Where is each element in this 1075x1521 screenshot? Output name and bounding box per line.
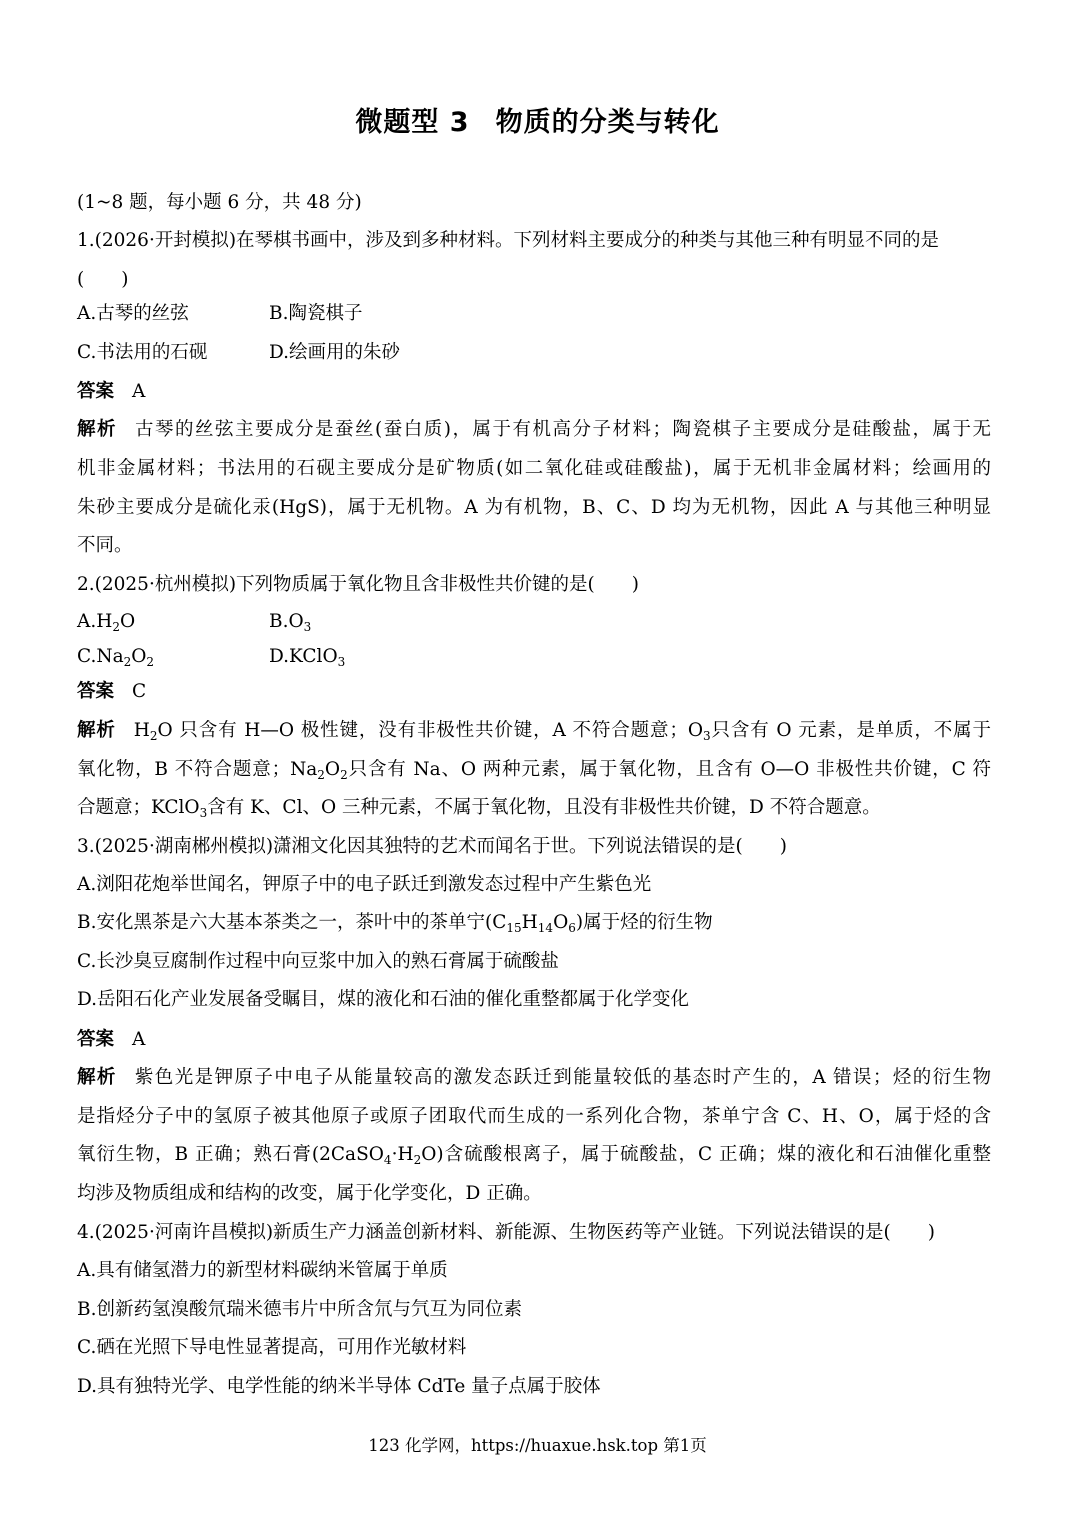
q2-option-c: $C.Na_2O_2$ [77,646,155,669]
q3-option-c: C.长沙臭豆腐制作过程中向豆浆中加入的熟石膏属于硫酸盐 [77,951,559,972]
q1-analysis-line-4: 不同。 [77,535,133,556]
q4-option-b: B.创新药氢溴酸氘瑞米德韦片中所含氘与氕互为同位素 [77,1299,522,1320]
analysis-text: 古琴的丝弦主要成分是蚕丝(蚕白质)，属于有机高分子材料；陶瓷棋子主要成分是硅酸盐，属于无 [135,419,991,440]
q2-option-d: D.KClO$_3$ [269,646,346,669]
q3-analysis-line-4: 均涉及物质组成和结构的改变，属于化学变化，D 正确。 [77,1183,542,1204]
q3-stem: 3.(2025·湖南郴州模拟)潇湘文化因其独特的艺术而闻名于世。下列说法错误的是( ) [77,836,787,857]
q2-option-a: $A.H_2O$ [77,611,136,634]
q2-answer [77,680,146,704]
q2-analysis-line-3: 合题意；KClO$_3$含有 K、Cl、O 三种元素，不属于氧化物，且没有非极性共价键，D 不符合题意。 [77,797,881,820]
q2-analysis-line-1: 解析 $H_2O$ 只含有 H—O 极性键，没有非极性共价键，A 不符合题意；$O_3$只含有 O 元素，是单质，不属于 [77,720,991,743]
q1-analysis-line-3: 朱砂主要成分是硫化汞(HgS)，属于无机物。A 为有机物，B、C、D 均为无机物，因此 A 与其他三种明显 [77,497,991,518]
analysis-text: 紫色光是钾原子中电子从能量较高的激发态跃迁到能量较低的基态时产生的，A 错误；烃的衍生物 [134,1067,991,1088]
q2-analysis-line-2: 氧化物，B 不符合题意；$Na_2O_2$只含有 Na、O 两种元素，属于氧化物，且含有 O—O 非极性共价键，C 符 [77,759,991,782]
answer-label: 答案 [77,381,115,402]
analysis-label: 解析 [77,720,116,741]
q4-option-c: C.硒在光照下导电性显著提高，可用作光敏材料 [77,1337,467,1358]
answer-value: A [132,1029,146,1050]
q1-analysis-line-1 [77,418,991,442]
q3-analysis-line-2: 是指烃分子中的氢原子被其他原子或原子团取代而生成的一系列化合物，茶单宁含 C、H、O，属于烃的含 [77,1106,991,1127]
q1-option-a: A.古琴的丝弦 [77,303,189,324]
title-number: 微题型 3 [355,107,470,138]
analysis-label: 解析 [77,419,118,440]
q3-option-a: A.浏阳花炮举世闻名，钾原子中的电子跃迁到激发态过程中产生紫色光 [77,874,652,895]
q1-stem: 1.(2026·开封模拟)在琴棋书画中，涉及到多种材料。下列材料主要成分的种类与其他三种有明显不同的是 [77,230,940,251]
answer-value: C [132,681,147,702]
q3-option-d: D.岳阳石化产业发展备受瞩目，煤的液化和石油的催化重整都属于化学变化 [77,989,690,1010]
q2-option-b: $B.O_3$ [269,611,312,634]
q1-option-d: D.绘画用的朱砂 [269,342,401,363]
answer-label: 答案 [77,681,115,702]
analysis-label: 解析 [77,1067,117,1088]
q3-analysis-line-3: 氧衍生物，B 正确；熟石膏$(2CaSO_4\cdot H_2O)$含硫酸根离子，属于硫酸盐，C 正确；煤的液化和石油催化重整 [77,1144,991,1167]
page-footer: 123 化学网，https://huaxue.hsk.top 第1页 [368,1436,707,1455]
q1-option-b: B.陶瓷棋子 [269,303,363,324]
title-text: 物质的分类与转化 [495,107,720,138]
q1-option-c: C.书法用的石砚 [77,342,208,363]
q4-option-a: A.具有储氢潜力的新型材料碳纳米管属于单质 [77,1260,448,1281]
answer-label: 答案 [77,1029,115,1050]
q3-answer [77,1028,145,1052]
q4-stem: 4.(2025·河南许昌模拟)新质生产力涵盖创新材料、新能源、生物医药等产业链。下列说法错误的是( ) [77,1222,935,1243]
q3-option-b: B.安化黑茶是六大基本茶类之一，茶叶中的茶单宁$(C_{15}H_{14}O_6)$属于烃的衍生物 [77,912,713,935]
q1-analysis-line-2: 机非金属材料；书法用的石砚主要成分是矿物质(如二氧化硅或硅酸盐)，属于无机非金属材料；绘画用的 [77,458,991,479]
q1-answer-paren: ( ) [77,269,129,290]
page-title [0,100,1075,139]
q4-option-d: D.具有独特光学、电学性能的纳米半导体 CdTe 量子点属于胶体 [77,1376,601,1397]
q3-analysis-line-1 [77,1066,991,1090]
answer-value: A [132,381,146,402]
q2-stem: 2.(2025·杭州模拟)下列物质属于氧化物且含非极性共价键的是( ) [77,574,639,595]
q1-answer [77,380,145,404]
instructions: (1~8 题，每小题 6 分，共 48 分) [77,192,362,213]
